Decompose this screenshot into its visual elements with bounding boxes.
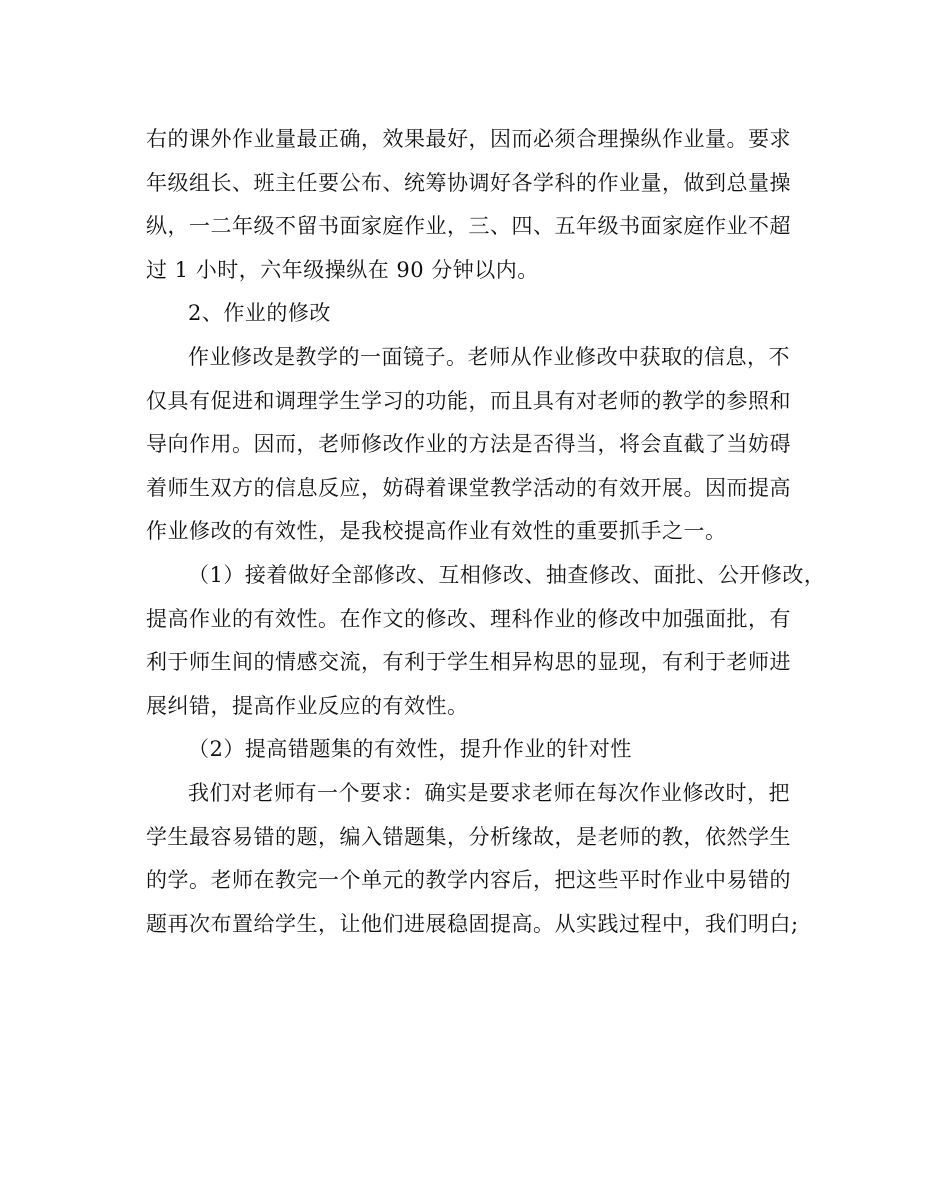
section-heading: 2、作业的修改 [188,301,331,326]
text-line: 提高作业的有效性。在作文的修改、理科作业的修改中加强面批，有 [146,606,791,631]
text-line: 题再次布置给学生，让他们进展稳固提高。从实践过程中，我们明白; [146,911,799,936]
text-line: 右的课外作业量最正确，效果最好，因而必须合理操纵作业量。要求 [146,127,791,151]
text-line: 导向作用。因而，老师修改作业的方法是否得当，将会直截了当妨碍 [146,432,791,457]
text-line: 着师生双方的信息反应，妨碍着课堂教学活动的有效开展。因而提高 [146,475,791,500]
subsection-item-2: （2）提高错题集的有效性，提升作业的针对性 [188,737,632,762]
text-line: 纵，一二年级不留书面家庭作业，三、四、五年级书面家庭作业不超 [146,214,791,239]
text-line: 利于师生间的情感交流，有利于学生相异构思的显现，有利于老师进 [146,650,791,675]
text-line: 仅具有促进和调理学生学习的功能，而且具有对老师的教学的参照和 [146,388,791,413]
paragraph-start: 作业修改是教学的一面镜子。老师从作业修改中获取的信息，不 [188,344,790,369]
document-body [146,118,946,946]
text-line: 作业修改的有效性，是我校提高作业有效性的重要抓手之一。 [146,519,727,544]
text-line: 年级组长、班主任要公布、统筹协调好各学科的作业量，做到总量操 [146,170,791,195]
subsection-item-1: （1）接着做好全部修改、互相修改、抽查修改、面批、公开修改， [188,562,826,587]
text-line: 的学。老师在教完一个单元的教学内容后，把这些平时作业中易错的 [146,868,791,893]
text-line: 展纠错，提高作业反应的有效性。 [146,693,469,718]
paragraph-start: 我们对老师有一个要求：确实是要求老师在每次作业修改时，把 [188,780,790,805]
text-line: 学生最容易错的题，编入错题集，分析缘故，是老师的教，依然学生 [146,824,791,849]
text-line: 过 1 小时，六年级操纵在 90 分钟以内。 [146,257,539,282]
